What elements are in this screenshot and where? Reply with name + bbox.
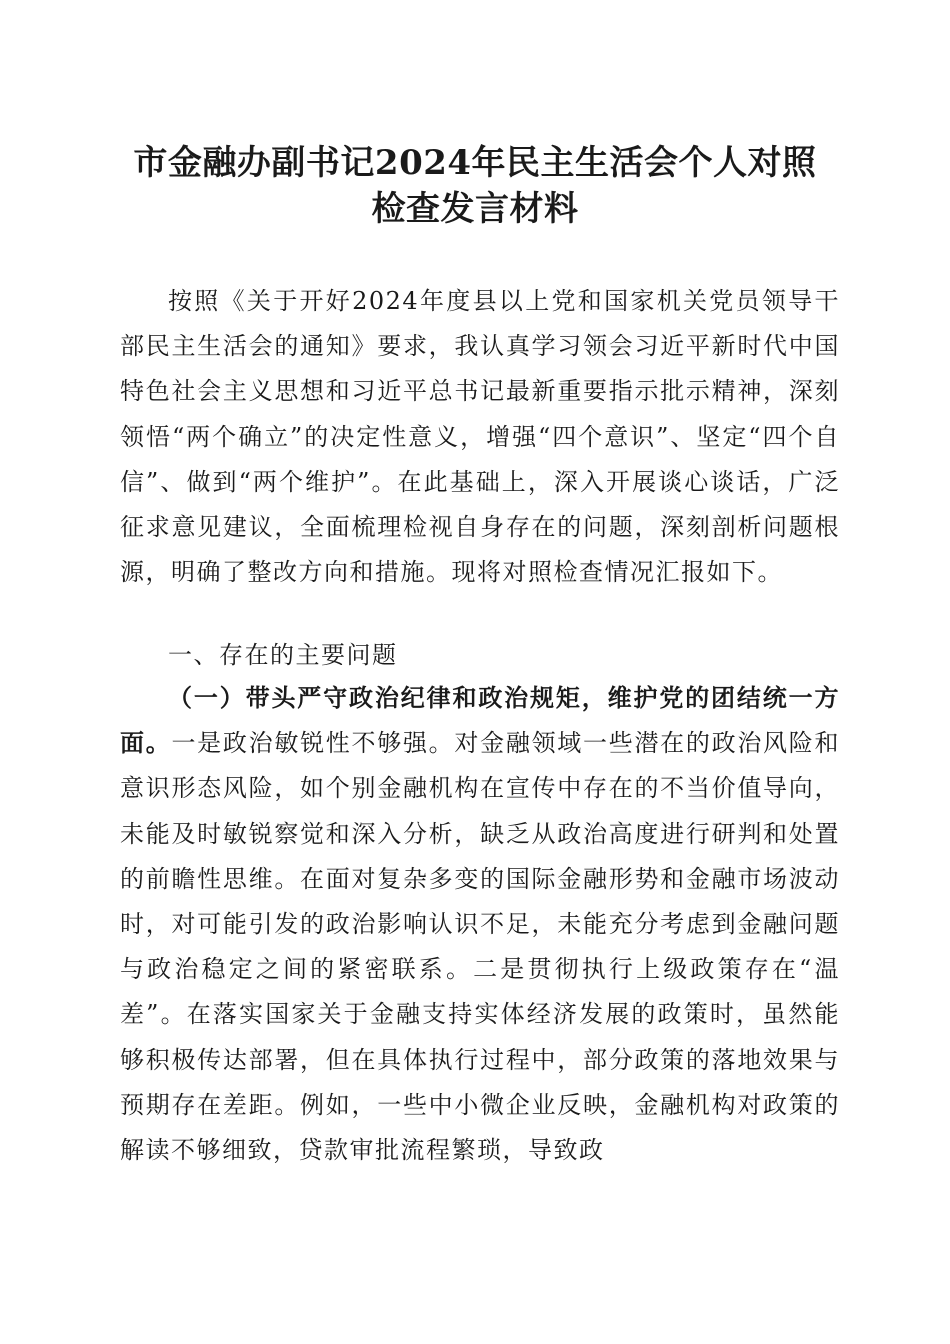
intro-paragraph: 按照《关于开好2024年度县以上党和国家机关党员领导干部民主生活会的通知》要求，我认真学习领会习近平新时代中国特色社会主义思想和习近平总书记最新重要指示批示精神，深刻领悟“两个确立”的决定性意义，增强“四个意识”、坚定“四个自信”、做到“两个维护”。在此基础上，深入开展谈心谈话，广泛征求意见建议，全面梳理检视自身存在的问题，深刻剖析问题根源，明确了整改方向和措施。现将对照检查情况汇报如下。 (120, 287, 840, 587)
subsection-body: 一是政治敏锐性不够强。对金融领域一些潜在的政治风险和意识形态风险，如个别金融机构在宣传中存在的不当价值导向，未能及时敏锐察觉和深入分析，缺乏从政治高度进行研判和处置的前瞻性思维。在面对复杂多变的国际金融形势和金融市场波动时，对可能引发的政治影响认识不足，未能充分考虑到金融问题与政治稳定之间的紧密联系。二是贯彻执行上级政策存在“温差”。在落实国家关于金融支持实体经济发展的政策时，虽然能够积极传达部署，但在具体执行过程中，部分政策的落地效果与预期存在差距。例如，一些中小微企业反映，金融机构对政策的解读不够细致，贷款审批流程繁琐，导致政 (120, 729, 841, 1165)
subsection-paragraph (120, 676, 840, 1173)
document-title-line-2: 检查发言材料 (371, 189, 579, 229)
section-heading: 一、存在的主要问题 (168, 641, 398, 669)
document-title-line-1: 市金融办副书记2024年民主生活会个人对照 (133, 143, 817, 183)
subsection-lead: （一）带头严守政治纪律和政治规矩，维护党的团结统一方面。 (120, 684, 840, 758)
